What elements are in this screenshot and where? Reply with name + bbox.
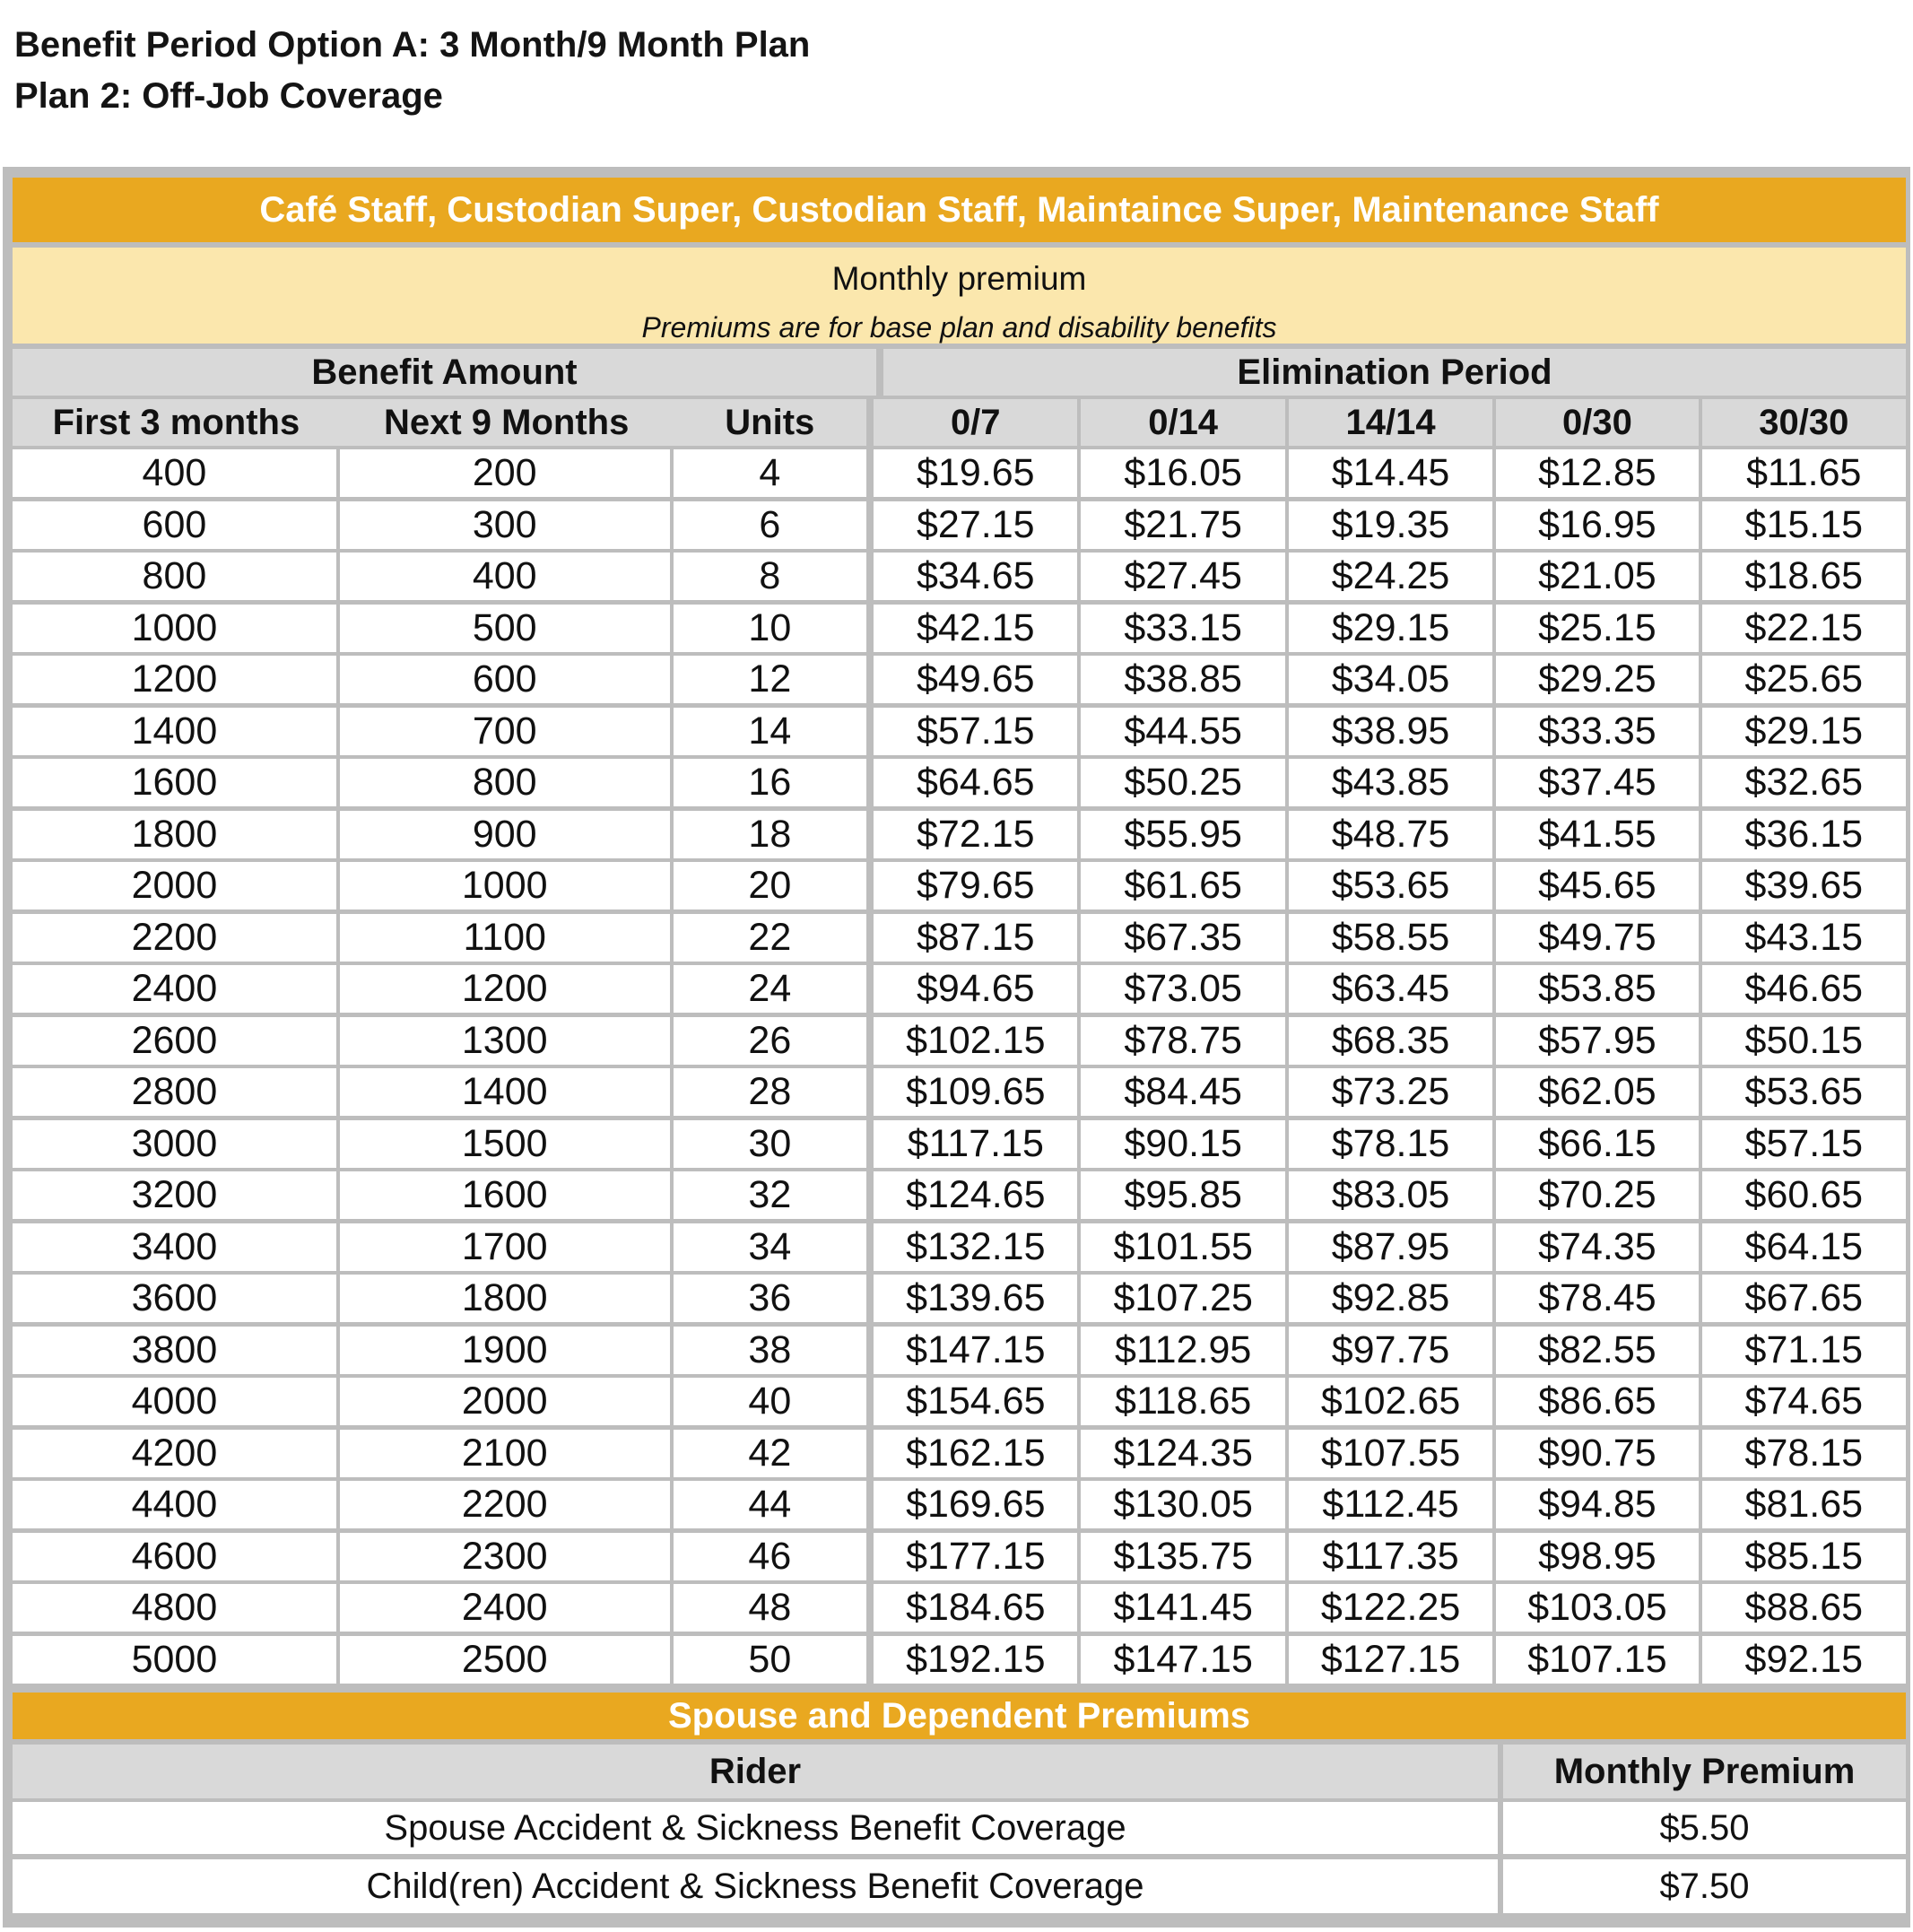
col-ep-0-30-cell: $107.15: [1496, 1636, 1698, 1684]
col-ep-30-30-cell: $39.65: [1702, 862, 1906, 909]
col-ep-0-7-cell: $87.15: [874, 914, 1077, 962]
col-ep-14-14-cell: $92.85: [1289, 1275, 1492, 1322]
table-row: [13, 1636, 1906, 1684]
col-ep-14-14-cell: $102.65: [1289, 1378, 1492, 1425]
col-ep-0-30-cell: $16.95: [1496, 501, 1698, 549]
premium-note: Premiums are for base plan and disability benefits: [641, 311, 1277, 344]
col-ep-0-14-cell: $95.85: [1081, 1171, 1284, 1219]
col-units-cell: 22: [674, 914, 867, 962]
col-units-cell: 28: [674, 1068, 867, 1116]
col-ep-0-14-cell: $101.55: [1081, 1223, 1284, 1271]
rider-header: Rider: [13, 1745, 1498, 1798]
col-ep-14-14-cell: $122.25: [1289, 1584, 1492, 1632]
col-units-cell: 6: [674, 501, 867, 549]
col-ep-0-14-cell: $78.75: [1081, 1017, 1284, 1065]
col-units-cell: 16: [674, 759, 867, 806]
col-first-3-months-cell: 2000: [13, 862, 336, 909]
col-ep-0-30-cell: $45.65: [1496, 862, 1698, 909]
col-first-3-months-cell: 2400: [13, 965, 336, 1013]
col-units-cell: 18: [674, 811, 867, 858]
col-ep-0-30-cell: $78.45: [1496, 1275, 1698, 1322]
col-units-cell: 50: [674, 1636, 867, 1684]
col-ep-14-14-cell: $73.25: [1289, 1068, 1492, 1116]
col-ep-0-7-cell: $124.65: [874, 1171, 1077, 1219]
rider-header-row: [13, 1745, 1906, 1798]
col-ep-30-30-cell: $71.15: [1702, 1327, 1906, 1374]
table-row: [13, 1430, 1906, 1477]
col-next-9-months-cell: 900: [340, 811, 670, 858]
col-first-3-months-cell: 2600: [13, 1017, 336, 1065]
col-ep-0-7-cell: $19.65: [874, 449, 1077, 497]
rider-premium: $7.50: [1503, 1859, 1906, 1913]
col-first-3-months-cell: 3200: [13, 1171, 336, 1219]
table-row: [13, 708, 1906, 755]
col-next-9-months-cell: 500: [340, 605, 670, 652]
col-ep-14-14-cell: $83.05: [1289, 1171, 1492, 1219]
col-next-9-months-cell: 2000: [340, 1378, 670, 1425]
col-units-cell: 42: [674, 1430, 867, 1477]
col-ep-0-30-cell: $41.55: [1496, 811, 1698, 858]
col-ep-0-30-cell: $86.65: [1496, 1378, 1698, 1425]
col-units-cell: 32: [674, 1171, 867, 1219]
rider-premium: $5.50: [1503, 1802, 1906, 1854]
col-ep-0-14-cell: $141.45: [1081, 1584, 1284, 1632]
col-ep-0-14-cell: $44.55: [1081, 708, 1284, 755]
col-ep-0-30-cell: $21.05: [1496, 553, 1698, 600]
plan-coverage-title: Plan 2: Off-Job Coverage: [14, 76, 443, 116]
col-ep-30-30-cell: $18.65: [1702, 553, 1906, 600]
page-heading: [14, 20, 810, 122]
col-ep-0-30-cell: $103.05: [1496, 1584, 1698, 1632]
col-ep-30-30-cell: $46.65: [1702, 965, 1906, 1013]
premium-label: Monthly premium: [831, 260, 1087, 297]
col-first-3-months-cell: 600: [13, 501, 336, 549]
col-ep-0-7-cell: $79.65: [874, 862, 1077, 909]
col-first-3-months-cell: 4800: [13, 1584, 336, 1632]
col-ep-0-14-cell: $84.45: [1081, 1068, 1284, 1116]
col-ep-30-30-cell: $81.65: [1702, 1481, 1906, 1528]
col-next-9-months-cell: 1800: [340, 1275, 670, 1322]
table-row: [13, 605, 1906, 652]
col-ep-14-14-cell: $117.35: [1289, 1533, 1492, 1580]
col-first-3-months-cell: 1400: [13, 708, 336, 755]
col-ep-0-14-cell: $16.05: [1081, 449, 1284, 497]
table-row: [13, 811, 1906, 858]
col-next-9-months-cell: 1200: [340, 965, 670, 1013]
col-next-9-months-cell: 1400: [340, 1068, 670, 1116]
col-units-cell: 8: [674, 553, 867, 600]
col-next-9-months-cell: 200: [340, 449, 670, 497]
col-first-3-months-cell: 4600: [13, 1533, 336, 1580]
col-ep-30-30-cell: $43.15: [1702, 914, 1906, 962]
col-next-9-months-cell: 2400: [340, 1584, 670, 1632]
col-next-9-months-header: Next 9 Months: [340, 399, 674, 446]
col-ep-14-14-cell: $78.15: [1289, 1120, 1492, 1168]
col-ep-0-14-cell: $130.05: [1081, 1481, 1284, 1528]
col-units-cell: 48: [674, 1584, 867, 1632]
col-first-3-months-cell: 1200: [13, 656, 336, 703]
col-ep-0-7-cell: $42.15: [874, 605, 1077, 652]
col-ep-30-30-cell: $60.65: [1702, 1171, 1906, 1219]
table-row: [13, 553, 1906, 600]
benefit-amount-header: Benefit Amount: [13, 349, 876, 396]
col-ep-0-14-cell: $135.75: [1081, 1533, 1284, 1580]
col-ep-30-30-cell: $36.15: [1702, 811, 1906, 858]
col-next-9-months-cell: 400: [340, 553, 670, 600]
col-first-3-months-header: First 3 months: [13, 399, 340, 446]
col-ep-0-30-cell: $37.45: [1496, 759, 1698, 806]
col-next-9-months-cell: 700: [340, 708, 670, 755]
col-next-9-months-cell: 1100: [340, 914, 670, 962]
col-units-cell: 36: [674, 1275, 867, 1322]
col-ep-0-14-header: 0/14: [1081, 399, 1284, 446]
column-header-row: [13, 399, 1906, 446]
col-units-cell: 20: [674, 862, 867, 909]
col-next-9-months-cell: 1900: [340, 1327, 670, 1374]
col-first-3-months-cell: 3600: [13, 1275, 336, 1322]
col-ep-30-30-cell: $11.65: [1702, 449, 1906, 497]
col-units-header: Units: [674, 399, 867, 446]
col-ep-0-30-header: 0/30: [1496, 399, 1698, 446]
col-next-9-months-cell: 1000: [340, 862, 670, 909]
col-ep-0-7-cell: $109.65: [874, 1068, 1077, 1116]
col-ep-14-14-cell: $112.45: [1289, 1481, 1492, 1528]
col-first-3-months-cell: 1000: [13, 605, 336, 652]
col-first-3-months-cell: 3800: [13, 1327, 336, 1374]
col-ep-14-14-header: 14/14: [1289, 399, 1492, 446]
col-next-9-months-cell: 2200: [340, 1481, 670, 1528]
table-row: [13, 862, 1906, 909]
col-ep-0-7-cell: $117.15: [874, 1120, 1077, 1168]
col-ep-0-7-cell: $27.15: [874, 501, 1077, 549]
table-row: [13, 1275, 1906, 1322]
plan-option-title: Benefit Period Option A: 3 Month/9 Month Plan: [14, 25, 811, 65]
col-next-9-months-cell: 2300: [340, 1533, 670, 1580]
col-first-3-months-cell: 1800: [13, 811, 336, 858]
col-ep-0-7-cell: $177.15: [874, 1533, 1077, 1580]
col-ep-0-30-cell: $33.35: [1496, 708, 1698, 755]
col-ep-14-14-cell: $34.05: [1289, 656, 1492, 703]
col-ep-0-30-cell: $98.95: [1496, 1533, 1698, 1580]
col-ep-30-30-header: 30/30: [1702, 399, 1906, 446]
group-header-row: [13, 349, 1906, 396]
col-first-3-months-cell: 4000: [13, 1378, 336, 1425]
col-ep-30-30-cell: $74.65: [1702, 1378, 1906, 1425]
col-ep-30-30-cell: $78.15: [1702, 1430, 1906, 1477]
col-ep-0-30-cell: $90.75: [1496, 1430, 1698, 1477]
col-ep-0-14-cell: $118.65: [1081, 1378, 1284, 1425]
col-ep-0-30-cell: $62.05: [1496, 1068, 1698, 1116]
col-next-9-months-cell: 1500: [340, 1120, 670, 1168]
col-first-3-months-cell: 4200: [13, 1430, 336, 1477]
col-ep-0-7-cell: $184.65: [874, 1584, 1077, 1632]
col-units-cell: 12: [674, 656, 867, 703]
col-ep-0-7-cell: $169.65: [874, 1481, 1077, 1528]
table-row: [13, 1068, 1906, 1116]
col-ep-0-14-cell: $55.95: [1081, 811, 1284, 858]
col-ep-0-14-cell: $67.35: [1081, 914, 1284, 962]
col-ep-0-30-cell: $57.95: [1496, 1017, 1698, 1065]
col-ep-0-7-cell: $139.65: [874, 1275, 1077, 1322]
col-next-9-months-cell: 1300: [340, 1017, 670, 1065]
col-next-9-months-cell: 600: [340, 656, 670, 703]
col-ep-30-30-cell: $32.65: [1702, 759, 1906, 806]
table-row: [13, 965, 1906, 1013]
col-ep-14-14-cell: $68.35: [1289, 1017, 1492, 1065]
col-first-3-months-cell: 800: [13, 553, 336, 600]
table-row: [13, 449, 1906, 497]
col-ep-0-14-cell: $27.45: [1081, 553, 1284, 600]
col-ep-0-7-cell: $94.65: [874, 965, 1077, 1013]
col-first-3-months-cell: 3000: [13, 1120, 336, 1168]
table-row: [13, 759, 1906, 806]
table-row: [13, 1481, 1906, 1528]
monthly-premium-header: Monthly Premium: [1503, 1745, 1906, 1798]
col-ep-30-30-cell: $88.65: [1702, 1584, 1906, 1632]
table-row: [13, 914, 1906, 962]
col-units-cell: 26: [674, 1017, 867, 1065]
col-units-cell: 46: [674, 1533, 867, 1580]
col-units-cell: 10: [674, 605, 867, 652]
col-ep-0-30-cell: $53.85: [1496, 965, 1698, 1013]
col-ep-0-14-cell: $73.05: [1081, 965, 1284, 1013]
col-ep-14-14-cell: $19.35: [1289, 501, 1492, 549]
col-ep-30-30-cell: $92.15: [1702, 1636, 1906, 1684]
col-ep-14-14-cell: $87.95: [1289, 1223, 1492, 1271]
col-next-9-months-cell: 300: [340, 501, 670, 549]
col-ep-0-7-cell: $162.15: [874, 1430, 1077, 1477]
col-ep-14-14-cell: $24.25: [1289, 553, 1492, 600]
table-row: [13, 1378, 1906, 1425]
col-ep-0-30-cell: $74.35: [1496, 1223, 1698, 1271]
col-ep-14-14-cell: $29.15: [1289, 605, 1492, 652]
col-ep-0-30-cell: $82.55: [1496, 1327, 1698, 1374]
col-ep-0-30-cell: $29.25: [1496, 656, 1698, 703]
premium-band: [13, 248, 1906, 344]
col-next-9-months-cell: 2100: [340, 1430, 670, 1477]
col-ep-30-30-cell: $50.15: [1702, 1017, 1906, 1065]
col-ep-30-30-cell: $29.15: [1702, 708, 1906, 755]
col-ep-14-14-cell: $97.75: [1289, 1327, 1492, 1374]
col-units-cell: 38: [674, 1327, 867, 1374]
col-ep-0-7-cell: $132.15: [874, 1223, 1077, 1271]
col-ep-0-7-header: 0/7: [874, 399, 1077, 446]
table-row: [13, 1223, 1906, 1271]
col-ep-0-7-cell: $147.15: [874, 1327, 1077, 1374]
col-ep-0-7-cell: $57.15: [874, 708, 1077, 755]
col-units-cell: 4: [674, 449, 867, 497]
col-ep-14-14-cell: $63.45: [1289, 965, 1492, 1013]
table-row: [13, 1327, 1906, 1374]
col-ep-30-30-cell: $64.15: [1702, 1223, 1906, 1271]
col-ep-0-14-cell: $38.85: [1081, 656, 1284, 703]
col-ep-30-30-cell: $67.65: [1702, 1275, 1906, 1322]
col-first-3-months-cell: 3400: [13, 1223, 336, 1271]
col-ep-0-14-cell: $21.75: [1081, 501, 1284, 549]
col-ep-14-14-cell: $53.65: [1289, 862, 1492, 909]
col-ep-14-14-cell: $58.55: [1289, 914, 1492, 962]
col-ep-14-14-cell: $127.15: [1289, 1636, 1492, 1684]
col-first-3-months-cell: 400: [13, 449, 336, 497]
col-first-3-months-cell: 5000: [13, 1636, 336, 1684]
col-ep-0-7-cell: $64.65: [874, 759, 1077, 806]
col-units-cell: 30: [674, 1120, 867, 1168]
col-ep-0-14-cell: $33.15: [1081, 605, 1284, 652]
group-title: Café Staff, Custodian Super, Custodian Staff, Maintaince Super, Maintenance Staff: [13, 178, 1906, 242]
col-ep-0-7-cell: $102.15: [874, 1017, 1077, 1065]
table-row: [13, 1533, 1906, 1580]
col-ep-0-7-cell: $72.15: [874, 811, 1077, 858]
col-ep-14-14-cell: $14.45: [1289, 449, 1492, 497]
col-ep-0-30-cell: $12.85: [1496, 449, 1698, 497]
col-ep-30-30-cell: $57.15: [1702, 1120, 1906, 1168]
col-next-9-months-cell: 1700: [340, 1223, 670, 1271]
col-ep-14-14-cell: $43.85: [1289, 759, 1492, 806]
col-ep-30-30-cell: $85.15: [1702, 1533, 1906, 1580]
table-row: [13, 501, 1906, 549]
col-ep-0-14-cell: $112.95: [1081, 1327, 1284, 1374]
col-ep-0-7-cell: $49.65: [874, 656, 1077, 703]
rider-row: [13, 1802, 1906, 1854]
col-ep-30-30-cell: $15.15: [1702, 501, 1906, 549]
table-row: [13, 1017, 1906, 1065]
table-row: [13, 656, 1906, 703]
col-ep-0-30-cell: $66.15: [1496, 1120, 1698, 1168]
col-ep-0-14-cell: $61.65: [1081, 862, 1284, 909]
table-row: [13, 1120, 1906, 1168]
col-ep-0-7-cell: $192.15: [874, 1636, 1077, 1684]
premium-table: [3, 167, 1910, 1928]
col-ep-30-30-cell: $53.65: [1702, 1068, 1906, 1116]
col-ep-0-14-cell: $124.35: [1081, 1430, 1284, 1477]
col-units-cell: 34: [674, 1223, 867, 1271]
col-ep-14-14-cell: $48.75: [1289, 811, 1492, 858]
elimination-period-header: Elimination Period: [883, 349, 1906, 396]
table-row: [13, 1171, 1906, 1219]
col-ep-0-30-cell: $49.75: [1496, 914, 1698, 962]
col-ep-0-14-cell: $107.25: [1081, 1275, 1284, 1322]
spouse-title: Spouse and Dependent Premiums: [13, 1693, 1906, 1739]
col-next-9-months-cell: 800: [340, 759, 670, 806]
rider-row: [13, 1859, 1906, 1913]
col-next-9-months-cell: 1600: [340, 1171, 670, 1219]
col-ep-0-14-cell: $50.25: [1081, 759, 1284, 806]
col-first-3-months-cell: 1600: [13, 759, 336, 806]
col-ep-0-14-cell: $147.15: [1081, 1636, 1284, 1684]
col-ep-0-30-cell: $70.25: [1496, 1171, 1698, 1219]
rider-name: Child(ren) Accident & Sickness Benefit Coverage: [13, 1859, 1498, 1913]
col-ep-0-30-cell: $25.15: [1496, 605, 1698, 652]
col-ep-30-30-cell: $25.65: [1702, 656, 1906, 703]
col-first-3-months-cell: 4400: [13, 1481, 336, 1528]
table-row: [13, 1584, 1906, 1632]
col-next-9-months-cell: 2500: [340, 1636, 670, 1684]
col-ep-14-14-cell: $107.55: [1289, 1430, 1492, 1477]
col-units-cell: 44: [674, 1481, 867, 1528]
col-first-3-months-cell: 2200: [13, 914, 336, 962]
col-first-3-months-cell: 2800: [13, 1068, 336, 1116]
col-ep-0-14-cell: $90.15: [1081, 1120, 1284, 1168]
col-units-cell: 14: [674, 708, 867, 755]
col-units-cell: 24: [674, 965, 867, 1013]
col-ep-0-7-cell: $154.65: [874, 1378, 1077, 1425]
col-ep-0-7-cell: $34.65: [874, 553, 1077, 600]
col-ep-0-30-cell: $94.85: [1496, 1481, 1698, 1528]
col-ep-14-14-cell: $38.95: [1289, 708, 1492, 755]
col-units-cell: 40: [674, 1378, 867, 1425]
col-ep-30-30-cell: $22.15: [1702, 605, 1906, 652]
rider-name: Spouse Accident & Sickness Benefit Coverage: [13, 1802, 1498, 1854]
